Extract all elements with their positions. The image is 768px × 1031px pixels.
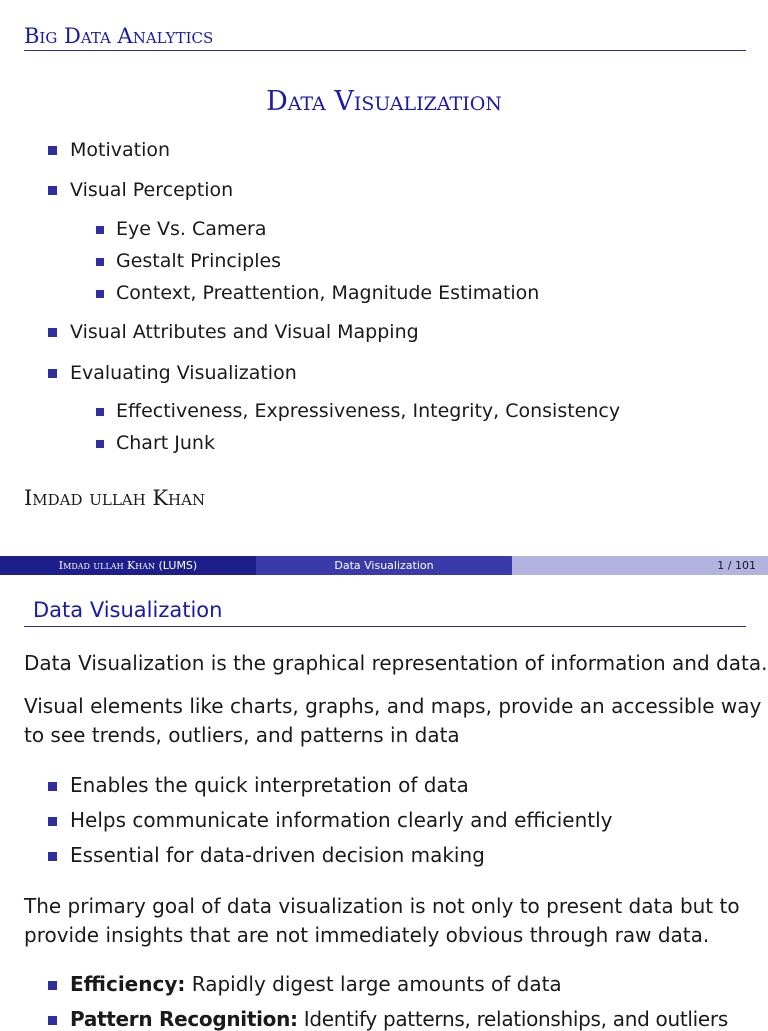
footer-bar [0, 556, 768, 575]
toc-subitem-chart-junk[interactable]: Chart Junk [116, 432, 215, 454]
slide-title: Data Visualization [266, 86, 502, 117]
footer-author [0, 556, 256, 575]
toc-item-evaluating[interactable]: Evaluating Visualization [70, 362, 297, 384]
bullet-icon [48, 782, 57, 791]
toc-subitem-eye-vs-camera[interactable]: Eye Vs. Camera [116, 218, 267, 240]
list-item: Essential for data-driven decision making [70, 843, 485, 867]
bullet-icon [96, 408, 104, 416]
bullet-icon [96, 226, 104, 234]
list-item: Enables the quick interpretation of data [70, 773, 469, 797]
bullet-icon [96, 258, 104, 266]
bullet-icon [96, 290, 104, 298]
list-item: Helps communicate information clearly and efficiently [70, 808, 613, 832]
slide2-title-rule [24, 626, 746, 627]
paragraph-visual-elements-line1: Visual elements like charts, graphs, and maps, provide an accessible way [24, 694, 762, 718]
header-rule [24, 50, 746, 51]
paragraph-definition: Data Visualization is the graphical representation of information and data. [24, 651, 768, 675]
paragraph-goal-line2: provide insights that are not immediately obvious through raw data. [24, 923, 710, 947]
bullet-icon [48, 981, 57, 990]
footer-affiliation: (LUMS) [158, 559, 198, 572]
bullet-icon [48, 817, 57, 826]
footer-author-name: Imdad ullah Khan [58, 559, 156, 572]
goal-text: Identify patterns, relationships, and outliers [303, 1007, 728, 1031]
goal-pattern-recognition [70, 1007, 728, 1031]
goal-label: Efficiency: [70, 972, 186, 996]
toc-item-visual-perception[interactable]: Visual Perception [70, 179, 234, 201]
author-name: Imdad ullah Khan [24, 486, 206, 510]
toc-subitem-effectiveness[interactable]: Effectiveness, Expressiveness, Integrity, Consistency [116, 400, 621, 422]
bullet-icon [48, 328, 57, 337]
goal-efficiency [70, 972, 562, 996]
bullet-icon [48, 186, 57, 195]
goal-text: Rapidly digest large amounts of data [191, 972, 562, 996]
goal-label: Pattern Recognition: [70, 1007, 298, 1031]
toc-item-motivation[interactable]: Motivation [70, 139, 171, 161]
paragraph-visual-elements-line2: to see trends, outliers, and patterns in data [24, 723, 460, 747]
bullet-icon [48, 852, 57, 861]
slide-header: Big Data Analytics [24, 24, 214, 48]
bullet-icon [48, 369, 57, 378]
bullet-icon [48, 146, 57, 155]
toc-item-visual-attributes[interactable]: Visual Attributes and Visual Mapping [70, 321, 419, 343]
paragraph-goal-line1: The primary goal of data visualization is not only to present data but to [24, 894, 740, 918]
footer-title: Data Visualization [256, 556, 512, 575]
bullet-icon [96, 440, 104, 448]
footer-page-number: 1 / 101 [512, 556, 768, 575]
slide2-title: Data Visualization [33, 598, 223, 622]
toc-subitem-gestalt[interactable]: Gestalt Principles [116, 250, 282, 272]
toc-subitem-context[interactable]: Context, Preattention, Magnitude Estimation [116, 282, 540, 304]
